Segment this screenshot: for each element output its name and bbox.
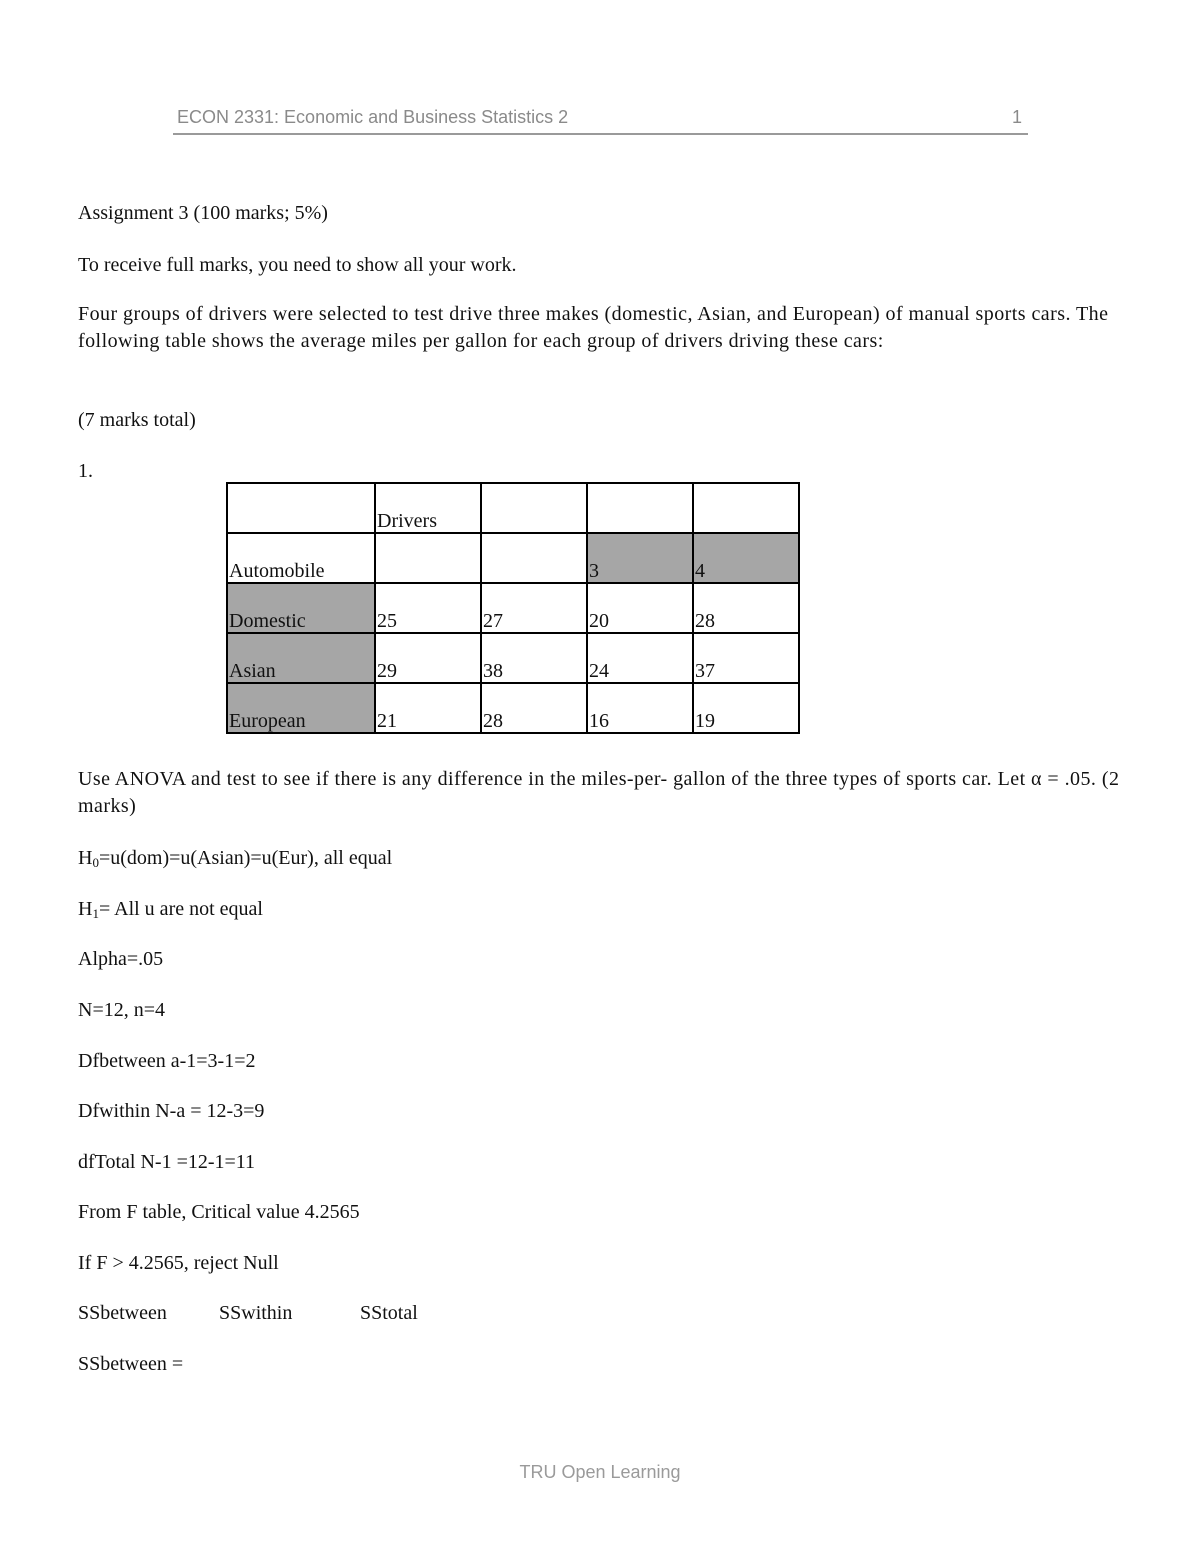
row-label: Asian bbox=[227, 633, 375, 683]
drivers-header: Drivers bbox=[375, 483, 481, 533]
mpg-table bbox=[226, 482, 800, 734]
empty-cell bbox=[693, 483, 799, 533]
table-subheader-row bbox=[227, 533, 799, 583]
empty-cell bbox=[481, 483, 587, 533]
table-header-row bbox=[227, 483, 799, 533]
df-between-line: Dfbetween a-1=3-1=2 bbox=[78, 1050, 256, 1072]
alt-hypothesis bbox=[78, 896, 263, 927]
instructions: To receive full marks, you need to show all your work. bbox=[78, 254, 517, 276]
page-header bbox=[173, 107, 1028, 135]
empty-cell bbox=[481, 533, 587, 583]
decision-rule-line: If F > 4.2565, reject Null bbox=[78, 1252, 279, 1274]
empty-cell bbox=[587, 483, 693, 533]
page-number: 1 bbox=[1011, 107, 1022, 127]
row-label: Domestic bbox=[227, 583, 375, 633]
ss-between-equation: SSbetween = bbox=[78, 1353, 184, 1375]
ss-between-label: SSbetween bbox=[78, 1302, 167, 1324]
table-cell: 25 bbox=[375, 583, 481, 633]
table-cell: 28 bbox=[693, 583, 799, 633]
h0-prefix: H bbox=[78, 847, 93, 869]
table-row bbox=[227, 583, 799, 633]
table-cell: 16 bbox=[587, 683, 693, 733]
ss-within-label: SSwithin bbox=[219, 1302, 293, 1324]
empty-corner-cell bbox=[227, 483, 375, 533]
h1-subscript: 1 bbox=[92, 906, 99, 921]
table-cell: 29 bbox=[375, 633, 481, 683]
null-hypothesis bbox=[78, 845, 392, 876]
question-text: Use ANOVA and test to see if there is any difference in the miles-per- gallon of the three types of sports car. Let α = .05. (2 marks) bbox=[78, 768, 1120, 817]
table-cell: 19 bbox=[693, 683, 799, 733]
sample-size-line: N=12, n=4 bbox=[78, 999, 166, 1021]
table-cell: 20 bbox=[587, 583, 693, 633]
table-cell: 27 bbox=[481, 583, 587, 633]
automobile-header: Automobile bbox=[227, 533, 375, 583]
table-row bbox=[227, 683, 799, 733]
ss-labels-line bbox=[78, 1300, 418, 1326]
h1-rest: = All u are not equal bbox=[98, 898, 263, 920]
driver-col-3: 3 bbox=[587, 533, 693, 583]
alpha-line: Alpha=.05 bbox=[78, 948, 164, 970]
df-within-line: Dfwithin N-a = 12-3=9 bbox=[78, 1100, 265, 1122]
table-row bbox=[227, 633, 799, 683]
marks-total: (7 marks total) bbox=[78, 409, 196, 431]
course-title: ECON 2331: Economic and Business Statistics 2 bbox=[177, 107, 569, 127]
table-cell: 28 bbox=[481, 683, 587, 733]
h0-subscript: 0 bbox=[92, 855, 99, 870]
h1-prefix: H bbox=[78, 898, 93, 920]
critical-value-line: From F table, Critical value 4.2565 bbox=[78, 1201, 360, 1223]
table-cell: 21 bbox=[375, 683, 481, 733]
table-cell: 38 bbox=[481, 633, 587, 683]
driver-col-4: 4 bbox=[693, 533, 799, 583]
problem-text: Four groups of drivers were selected to test drive three makes (domestic, Asian, and European) of manual sports cars. The following table shows the average miles per gallon for each group of drivers driving these cars: bbox=[78, 303, 1109, 352]
table-cell: 24 bbox=[587, 633, 693, 683]
df-total-line: dfTotal N-1 =12-1=11 bbox=[78, 1151, 256, 1173]
table-cell: 37 bbox=[693, 633, 799, 683]
assignment-title: Assignment 3 (100 marks; 5%) bbox=[78, 202, 328, 224]
page-footer: TRU Open Learning bbox=[519, 1462, 681, 1482]
question-number: 1. bbox=[78, 460, 93, 482]
h0-rest: =u(dom)=u(Asian)=u(Eur), all equal bbox=[98, 847, 393, 869]
empty-cell bbox=[375, 533, 481, 583]
ss-total-label: SStotal bbox=[360, 1302, 418, 1324]
row-label: European bbox=[227, 683, 375, 733]
